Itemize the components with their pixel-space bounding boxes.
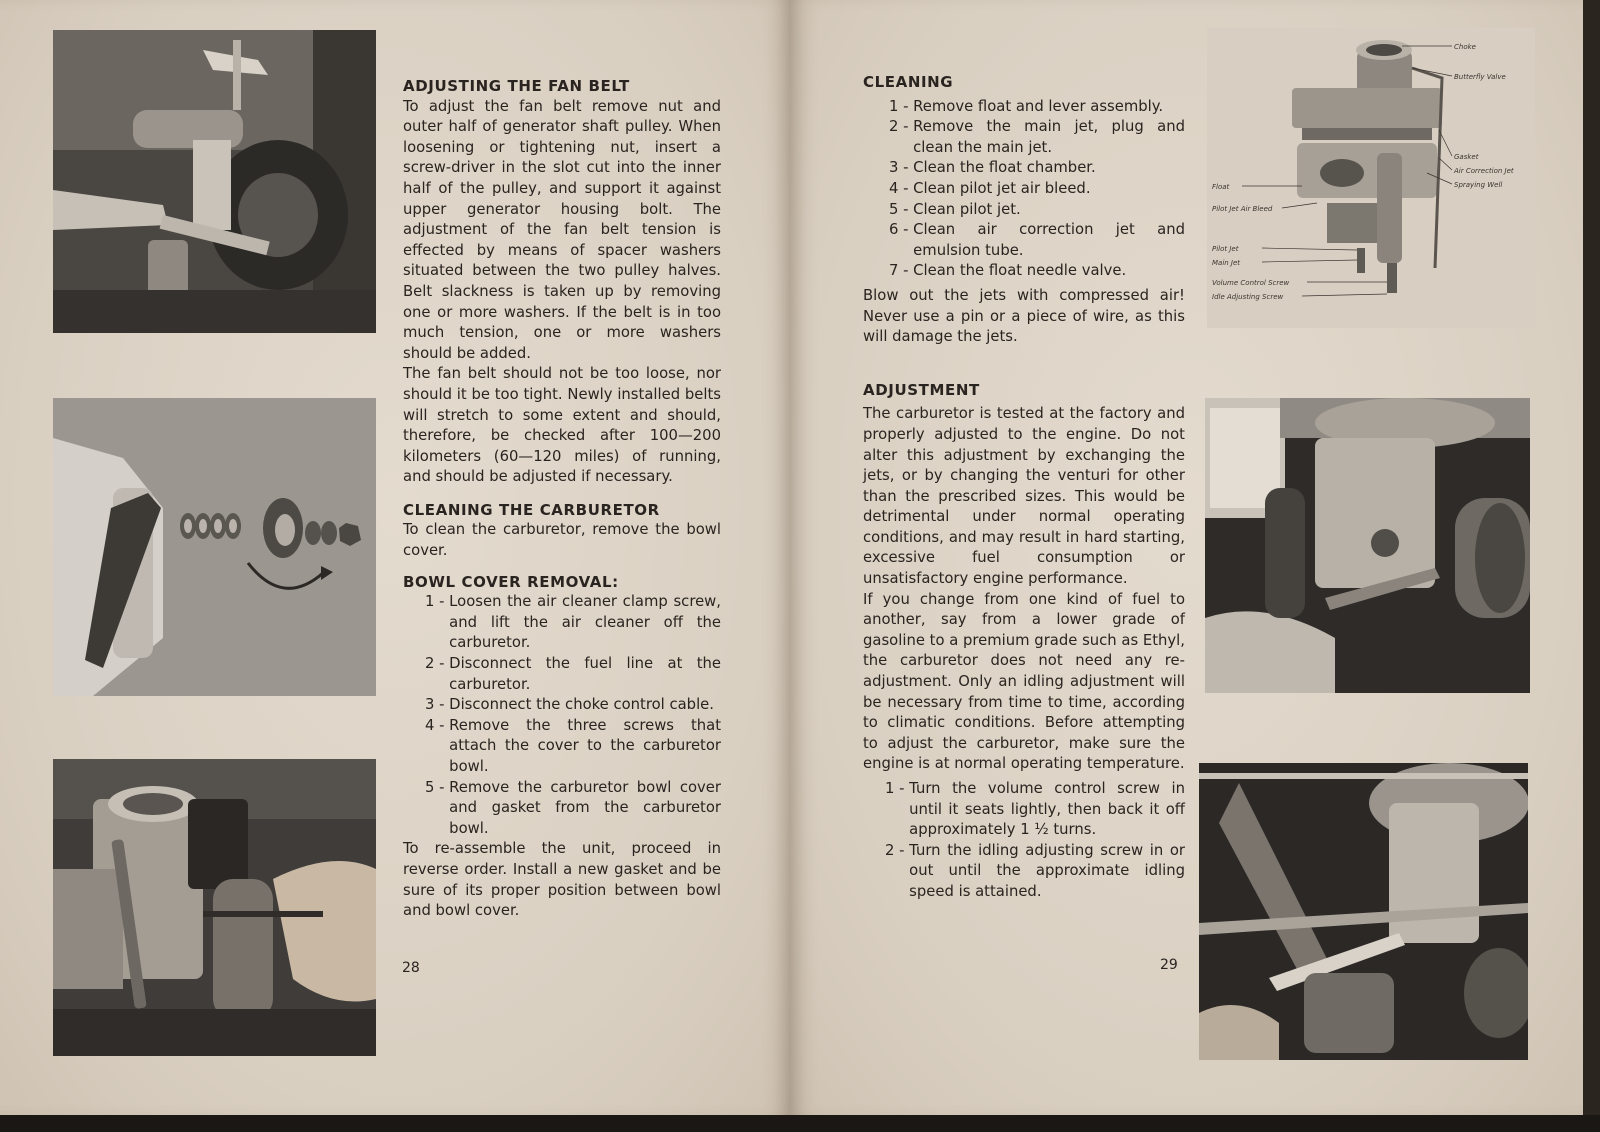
label-pilot-jet: Pilot Jet <box>1212 245 1239 253</box>
heading-adjustment: ADJUSTMENT <box>863 380 980 399</box>
list-item: 6 - Clean air correction jet and emulsion tube. <box>889 221 1185 259</box>
adjustment-paragraph-2: If you change from one kind of fuel to another, say from a lower grade of gasoline to a premium grade such as Ethyl, the carburetor does not need any re-adjustment. Only an idling adjustment will be necessary from time to time, according to climatic conditions. Before attempting to adjust the carburetor, make sure the engine is at normal operating temperature. <box>863 590 1185 773</box>
carburetor-diagram <box>1207 28 1535 328</box>
reassemble-paragraph: To re-assemble the unit, proceed in reverse order. Install a new gasket and be sure of its proper position between bowl and bowl cover. <box>403 840 721 920</box>
photo-pulley-washers <box>53 398 376 696</box>
list-item: 2 - Remove the main jet, plug and clean the main jet. <box>889 118 1185 156</box>
fan-belt-paragraph-2: The fan belt should not be too loose, nor should it be too tight. Newly installed belts will stretch to some extent and should, therefore, be checked after 100—200 kilometers (60—120 miles) of running, and should be adjusted if necessary. <box>403 365 721 486</box>
label-idle-adjusting-screw: Idle Adjusting Screw <box>1212 293 1284 301</box>
list-item: 3 - Clean the float chamber. <box>889 159 1096 177</box>
label-air-correction-jet: Air Correction Jet <box>1454 167 1514 175</box>
label-pilot-jet-air-bleed: Pilot Jet Air Bleed <box>1212 205 1273 213</box>
list-item: 3 - Disconnect the choke control cable. <box>425 696 714 714</box>
label-choke: Choke <box>1454 43 1476 51</box>
page-number-right: 29 <box>1160 957 1178 973</box>
list-item: 1 - Remove float and lever assembly. <box>889 97 1164 115</box>
list-item: 4 - Remove the three screws that attach the cover to the carburetor bowl. <box>425 716 721 775</box>
label-butterfly-valve: Butterfly Valve <box>1454 73 1506 81</box>
label-volume-control-screw: Volume Control Screw <box>1212 279 1290 287</box>
heading-cleaning: CLEANING <box>863 73 954 91</box>
heading-adjusting-fan-belt: ADJUSTING THE FAN BELT <box>403 77 630 95</box>
left-text-column <box>403 76 721 922</box>
list-item: 7 - Clean the float needle valve. <box>889 262 1127 280</box>
list-item: 4 - Clean pilot jet air bleed. <box>889 179 1091 197</box>
list-item: 1 - Loosen the air cleaner clamp screw, and lift the air cleaner off the carburetor. <box>425 593 721 652</box>
left-page <box>0 0 790 1115</box>
list-item: 1 - Turn the volume control screw in until it seats lightly, then back it off approximately 1 ½ turns. <box>885 780 1185 839</box>
list-item: 2 - Turn the idling adjusting screw in or out until the approximate idling speed is attained. <box>885 841 1185 900</box>
photo-idle-adjustment <box>1199 763 1528 1060</box>
bowl-cover-steps <box>403 592 721 839</box>
right-text-column <box>863 72 1185 903</box>
photo-carburetor-installed <box>1205 398 1530 693</box>
heading-cleaning-carburetor: CLEANING THE CARBURETOR <box>403 500 660 519</box>
photo-fan-belt-adjustment <box>53 30 376 333</box>
label-float: Float <box>1212 183 1230 191</box>
heading-bowl-cover-removal: BOWL COVER REMOVAL: <box>403 572 619 591</box>
page-number-left: 28 <box>402 960 420 976</box>
book-edge <box>1583 0 1600 1115</box>
adjustment-steps <box>863 779 1185 903</box>
cleaning-steps <box>863 97 1185 282</box>
cleaning-carburetor-text: To clean the carburetor, remove the bowl cover. <box>403 521 721 560</box>
fan-belt-paragraph-1: To adjust the fan belt remove nut and outer half of generator shaft pulley. When loosening or tightening nut, insert a screw-driver in the slot cut into the inner half of the pulley, and support it against upper generator housing bolt. The adjustment of the fan belt tension is effected by means of spacer washers situated between the two pulley halves. Belt slackness is taken up by removing one or more washers. If the belt is in too much tension, one or more washers should be added. <box>403 97 721 362</box>
list-item: 5 - Remove the carburetor bowl cover and gasket from the carburetor bowl. <box>425 778 721 837</box>
label-main-jet: Main Jet <box>1212 259 1241 267</box>
list-item: 2 - Disconnect the fuel line at the carburetor. <box>425 655 721 693</box>
cleaning-note: Blow out the jets with compressed air! Never use a pin or a piece of wire, as this will damage the jets. <box>863 286 1185 346</box>
label-gasket: Gasket <box>1454 153 1479 161</box>
list-item: 5 - Clean pilot jet. <box>889 200 1021 218</box>
adjustment-paragraph-1: The carburetor is tested at the factory and properly adjusted to the engine. Do not alter this adjustment by exchanging the jets, or by changing the venturi for other than the prescribed sizes. This would be detrimental under normal operating conditions, and may result in hard starting, excessive fuel consumption or unsatisfactory engine performance. <box>863 405 1185 588</box>
label-spraying-well: Spraying Well <box>1454 181 1503 189</box>
right-page <box>790 0 1583 1115</box>
photo-carburetor-bowl-cover <box>53 759 376 1056</box>
